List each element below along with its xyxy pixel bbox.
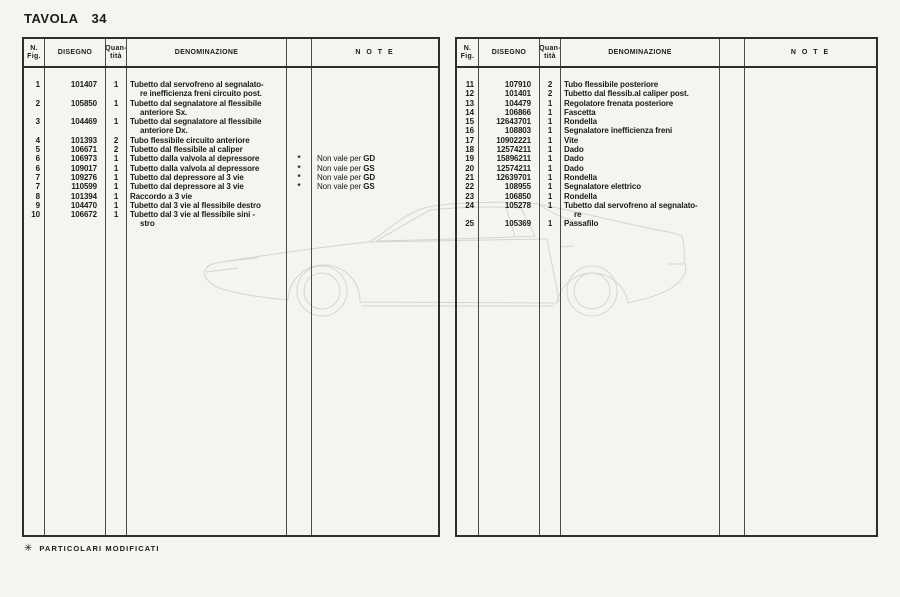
table-row xyxy=(24,117,438,136)
quantity-cell: 2 xyxy=(106,136,127,145)
note-cell xyxy=(312,145,438,154)
header-qty-line1: Quan- xyxy=(539,44,561,52)
denominazione-line: Vite xyxy=(564,135,579,145)
table-row xyxy=(457,145,876,154)
fig-number-cell: 3 xyxy=(24,117,45,136)
denominazione-line: Rondella xyxy=(564,117,597,127)
header-note: N O T E xyxy=(790,48,831,56)
disegno-number-cell: 12643701 xyxy=(479,117,540,126)
denominazione-line: Tubetto dal 3 vie al flessibile destro xyxy=(130,200,261,210)
quantity-cell: 1 xyxy=(540,126,561,135)
fig-number-cell: 19 xyxy=(457,154,479,163)
denominazione-line: Tubetto dal flessib.al caliper post. xyxy=(564,89,689,99)
note-cell xyxy=(745,201,876,220)
note-cell xyxy=(745,117,876,126)
footnote-text: PARTICOLARI MODIFICATI xyxy=(39,544,160,553)
denominazione-line: Dado xyxy=(564,145,584,155)
empty-cell xyxy=(312,229,438,535)
note-cell xyxy=(312,182,438,191)
table-filler-row xyxy=(24,229,438,535)
footnote xyxy=(24,543,160,554)
disegno-number-cell: 101407 xyxy=(45,68,106,99)
note-asterisk-cell: * xyxy=(287,173,312,182)
table-row xyxy=(457,219,876,228)
header-qty-line2: tità xyxy=(544,52,556,60)
fig-number-cell: 10 xyxy=(24,210,45,229)
header-qty xyxy=(540,39,561,66)
table-row xyxy=(457,126,876,135)
denominazione-line: Tubo flessibile circuito anteriore xyxy=(130,135,250,145)
quantity-cell: 1 xyxy=(540,145,561,154)
denominazione-cell xyxy=(127,192,287,201)
note-cell xyxy=(312,154,438,163)
denominazione-cell xyxy=(561,154,720,163)
table-row xyxy=(24,154,438,163)
note-cell xyxy=(745,68,876,89)
fig-number-cell: 13 xyxy=(457,99,479,108)
empty-cell xyxy=(287,229,312,535)
note-asterisk-cell: * xyxy=(287,154,312,163)
quantity-cell: 1 xyxy=(106,117,127,136)
fig-number-cell: 17 xyxy=(457,136,479,145)
note-model-code: GD xyxy=(363,154,376,164)
header-qty-line2: tità xyxy=(110,52,122,60)
note-asterisk-cell xyxy=(287,68,312,99)
empty-cell xyxy=(745,229,876,535)
denominazione-cell xyxy=(127,117,287,136)
header-qty xyxy=(106,39,127,66)
disegno-number-cell: 10902221 xyxy=(479,136,540,145)
quantity-cell: 1 xyxy=(106,192,127,201)
table-row xyxy=(457,192,876,201)
note-asterisk-cell xyxy=(720,89,745,98)
note-cell xyxy=(745,164,876,173)
denominazione-cell xyxy=(561,89,720,98)
quantity-cell: 1 xyxy=(540,164,561,173)
header-fig-line2: Fig. xyxy=(27,52,41,60)
denominazione-cell xyxy=(561,145,720,154)
denominazione-line: Segnalatore inefficienza freni xyxy=(564,126,673,136)
denominazione-cell xyxy=(127,164,287,173)
fig-number-cell: 9 xyxy=(24,201,45,210)
denominazione-line: Passafilo xyxy=(564,219,599,229)
note-asterisk-cell xyxy=(287,136,312,145)
header-disegno: DISEGNO xyxy=(479,39,540,66)
note-asterisk-cell xyxy=(720,192,745,201)
fig-number-cell: 22 xyxy=(457,182,479,191)
note-cell xyxy=(312,99,438,118)
note-cell xyxy=(745,192,876,201)
disegno-number-cell: 105850 xyxy=(45,99,106,118)
denominazione-cell xyxy=(561,68,720,89)
note-cell xyxy=(745,108,876,117)
disegno-number-cell: 107910 xyxy=(479,68,540,89)
table-row xyxy=(24,182,438,191)
header-fig xyxy=(24,39,45,66)
disegno-number-cell: 108803 xyxy=(479,126,540,135)
note-cell xyxy=(745,136,876,145)
table-row xyxy=(24,173,438,182)
title-number: 34 xyxy=(91,11,107,26)
disegno-number-cell: 109017 xyxy=(45,164,106,173)
table-row xyxy=(24,164,438,173)
empty-cell xyxy=(457,229,479,535)
disegno-number-cell: 110599 xyxy=(45,182,106,191)
disegno-number-cell: 12574211 xyxy=(479,145,540,154)
table-filler-row xyxy=(457,229,876,535)
quantity-cell: 1 xyxy=(106,201,127,210)
empty-cell xyxy=(561,229,720,535)
denominazione-cell xyxy=(127,68,287,99)
denominazione-line: Tubo flessibile posteriore xyxy=(564,80,659,89)
asterisk-icon: ✳ xyxy=(24,543,33,554)
note-cell xyxy=(745,145,876,154)
header-fig xyxy=(457,39,479,66)
fig-number-cell: 4 xyxy=(24,136,45,145)
note-cell xyxy=(312,117,438,136)
empty-cell xyxy=(720,229,745,535)
table-row xyxy=(457,164,876,173)
header-fig-line1: N. xyxy=(30,44,38,52)
denominazione-line: Rondella xyxy=(564,172,597,182)
note-cell xyxy=(312,164,438,173)
quantity-cell: 1 xyxy=(540,136,561,145)
note-cell xyxy=(745,99,876,108)
denominazione-line: re xyxy=(574,210,582,220)
note-asterisk-cell xyxy=(720,201,745,220)
table-row xyxy=(24,210,438,229)
denominazione-line: anteriore Sx. xyxy=(140,107,188,117)
empty-cell xyxy=(24,229,45,535)
note-asterisk-cell xyxy=(720,68,745,89)
disegno-number-cell: 106672 xyxy=(45,210,106,229)
table-row xyxy=(24,99,438,118)
disegno-number-cell: 15896211 xyxy=(479,154,540,163)
note-asterisk-cell xyxy=(720,154,745,163)
fig-number-cell: 25 xyxy=(457,219,479,228)
table-body-left xyxy=(24,68,438,535)
table-row xyxy=(457,89,876,98)
disegno-number-cell: 101393 xyxy=(45,136,106,145)
fig-number-cell: 6 xyxy=(24,154,45,163)
note-asterisk-cell xyxy=(287,99,312,118)
denominazione-cell xyxy=(561,136,720,145)
quantity-cell: 1 xyxy=(540,154,561,163)
note-asterisk-cell xyxy=(720,164,745,173)
disegno-number-cell: 109276 xyxy=(45,173,106,182)
denominazione-cell xyxy=(561,182,720,191)
disegno-number-cell: 12574211 xyxy=(479,164,540,173)
note-asterisk-cell xyxy=(287,210,312,229)
denominazione-line: Dado xyxy=(564,154,584,164)
header-star-column xyxy=(287,39,312,66)
quantity-cell: 1 xyxy=(540,117,561,126)
disegno-number-cell: 106973 xyxy=(45,154,106,163)
note-cell xyxy=(745,173,876,182)
quantity-cell: 2 xyxy=(540,89,561,98)
note-asterisk-cell xyxy=(720,136,745,145)
table-body-right xyxy=(457,68,876,535)
table-row xyxy=(24,68,438,99)
fig-number-cell: 5 xyxy=(24,145,45,154)
table-row xyxy=(457,108,876,117)
denominazione-cell xyxy=(127,145,287,154)
note-asterisk-cell xyxy=(720,145,745,154)
denominazione-cell xyxy=(127,173,287,182)
note-cell xyxy=(312,192,438,201)
note-cell xyxy=(745,126,876,135)
fig-number-cell: 21 xyxy=(457,173,479,182)
note-model-code: GD xyxy=(363,172,376,182)
table-header xyxy=(24,39,438,68)
header-star-column xyxy=(720,39,745,66)
table-row xyxy=(457,182,876,191)
quantity-cell: 1 xyxy=(106,154,127,163)
denominazione-line: Tubetto dal servofreno al segnalato- xyxy=(130,80,264,89)
denominazione-line: Tubetto dal segnalatore al flessibile xyxy=(130,98,262,108)
denominazione-line: Regolatore frenata posteriore xyxy=(564,98,674,108)
quantity-cell: 1 xyxy=(106,99,127,118)
disegno-number-cell: 106671 xyxy=(45,145,106,154)
header-fig-line2: Fig. xyxy=(460,52,475,60)
denominazione-cell xyxy=(561,108,720,117)
denominazione-cell xyxy=(127,210,287,229)
table-row xyxy=(457,173,876,182)
fig-number-cell: 23 xyxy=(457,192,479,201)
table-row xyxy=(24,192,438,201)
disegno-number-cell: 105369 xyxy=(479,219,540,228)
quantity-cell: 1 xyxy=(106,68,127,99)
denominazione-cell xyxy=(561,164,720,173)
fig-number-cell: 18 xyxy=(457,145,479,154)
denominazione-line: Dado xyxy=(564,163,584,173)
disegno-number-cell: 104470 xyxy=(45,201,106,210)
note-asterisk-cell xyxy=(720,219,745,228)
note-asterisk-cell xyxy=(287,201,312,210)
denominazione-line: Tubetto dal flessibile al caliper xyxy=(130,145,243,155)
fig-number-cell: 7 xyxy=(24,182,45,191)
table-row xyxy=(457,136,876,145)
denominazione-line: Tubetto dalla valvola al depressore xyxy=(130,163,260,173)
quantity-cell: 1 xyxy=(540,173,561,182)
denominazione-cell xyxy=(127,136,287,145)
header-denominazione: DENOMINAZIONE xyxy=(561,39,720,66)
note-asterisk-cell xyxy=(287,117,312,136)
note-cell xyxy=(312,68,438,99)
denominazione-line: Tubetto dal segnalatore al flessibile xyxy=(130,117,262,127)
denominazione-cell xyxy=(561,192,720,201)
fig-number-cell: 14 xyxy=(457,108,479,117)
note-cell xyxy=(312,173,438,182)
denominazione-line: stro xyxy=(140,219,155,229)
note-asterisk-cell xyxy=(720,182,745,191)
table-row xyxy=(457,99,876,108)
note-asterisk-cell xyxy=(720,108,745,117)
denominazione-line: anteriore Dx. xyxy=(140,126,188,136)
table-row xyxy=(457,201,876,220)
note-cell xyxy=(745,89,876,98)
denominazione-cell xyxy=(561,99,720,108)
note-text: Non vale per xyxy=(317,154,364,164)
table-row xyxy=(457,117,876,126)
header-denominazione: DENOMINAZIONE xyxy=(127,39,287,66)
denominazione-line: Tubetto dal depressore al 3 vie xyxy=(130,172,244,182)
note-asterisk-cell xyxy=(720,117,745,126)
empty-cell xyxy=(540,229,561,535)
quantity-cell: 1 xyxy=(540,108,561,117)
empty-cell xyxy=(45,229,106,535)
empty-cell xyxy=(127,229,287,535)
denominazione-line: Tubetto dal 3 vie al flessibile sini - xyxy=(130,210,255,220)
quantity-cell: 2 xyxy=(106,145,127,154)
note-asterisk-cell xyxy=(287,192,312,201)
fig-number-cell: 16 xyxy=(457,126,479,135)
disegno-number-cell: 101394 xyxy=(45,192,106,201)
note-text: Non vale per xyxy=(317,182,364,192)
note-cell xyxy=(312,210,438,229)
denominazione-line: Fascetta xyxy=(564,107,596,117)
disegno-number-cell: 106866 xyxy=(479,108,540,117)
denominazione-cell xyxy=(127,154,287,163)
denominazione-cell xyxy=(561,219,720,228)
fig-number-cell: 1 xyxy=(24,68,45,99)
empty-cell xyxy=(106,229,127,535)
quantity-cell: 1 xyxy=(106,210,127,229)
denominazione-cell xyxy=(561,117,720,126)
fig-number-cell: 7 xyxy=(24,173,45,182)
quantity-cell: 1 xyxy=(540,201,561,220)
disegno-number-cell: 104469 xyxy=(45,117,106,136)
denominazione-cell xyxy=(561,201,720,220)
note-asterisk-cell xyxy=(720,173,745,182)
denominazione-cell xyxy=(127,182,287,191)
denominazione-cell xyxy=(127,99,287,118)
note-cell xyxy=(745,219,876,228)
denominazione-line: Rondella xyxy=(564,191,597,201)
quantity-cell: 1 xyxy=(540,219,561,228)
header-qty-line1: Quan- xyxy=(105,44,127,52)
quantity-cell: 1 xyxy=(540,192,561,201)
table-row xyxy=(24,136,438,145)
note-asterisk-cell xyxy=(720,99,745,108)
note-cell xyxy=(745,182,876,191)
table-row xyxy=(24,201,438,210)
quantity-cell: 1 xyxy=(106,182,127,191)
table-row xyxy=(457,154,876,163)
denominazione-line: re inefficienza freni circuito post. xyxy=(140,89,262,99)
table-row xyxy=(457,68,876,89)
table-header xyxy=(457,39,876,68)
parts-table-left xyxy=(22,37,440,537)
parts-table-right xyxy=(455,37,878,537)
denominazione-line: Tubetto dalla valvola al depressore xyxy=(130,154,260,164)
disegno-number-cell: 12639701 xyxy=(479,173,540,182)
denominazione-cell xyxy=(561,173,720,182)
empty-cell xyxy=(479,229,540,535)
table-row xyxy=(24,145,438,154)
fig-number-cell: 2 xyxy=(24,99,45,118)
note-cell xyxy=(312,201,438,210)
title-word: TAVOLA xyxy=(24,11,79,26)
denominazione-line: Raccordo a 3 vie xyxy=(130,191,192,201)
note-model-code: GS xyxy=(363,182,375,192)
header-note: N O T E xyxy=(355,48,395,56)
denominazione-line: Tubetto dal depressore al 3 vie xyxy=(130,182,244,192)
quantity-cell: 1 xyxy=(106,164,127,173)
quantity-cell: 1 xyxy=(106,173,127,182)
disegno-number-cell: 101401 xyxy=(479,89,540,98)
quantity-cell: 1 xyxy=(540,99,561,108)
denominazione-cell xyxy=(127,201,287,210)
fig-number-cell: 6 xyxy=(24,164,45,173)
denominazione-cell xyxy=(561,126,720,135)
disegno-number-cell: 105278 xyxy=(479,201,540,220)
fig-number-cell: 8 xyxy=(24,192,45,201)
quantity-cell: 1 xyxy=(540,182,561,191)
fig-number-cell: 20 xyxy=(457,164,479,173)
note-asterisk-cell xyxy=(720,126,745,135)
note-text: Non vale per xyxy=(317,172,364,182)
header-fig-line1: N. xyxy=(463,44,472,52)
fig-number-cell: 11 xyxy=(457,68,479,89)
disegno-number-cell: 106850 xyxy=(479,192,540,201)
note-cell xyxy=(745,154,876,163)
note-asterisk-cell xyxy=(287,145,312,154)
quantity-cell: 2 xyxy=(540,68,561,89)
fig-number-cell: 15 xyxy=(457,117,479,126)
fig-number-cell: 12 xyxy=(457,89,479,98)
fig-number-cell: 24 xyxy=(457,201,479,220)
note-cell xyxy=(312,136,438,145)
denominazione-line: Tubetto dal servofreno al segnalato- xyxy=(564,200,698,210)
note-text: Non vale per xyxy=(317,163,364,173)
note-asterisk-cell: * xyxy=(287,164,312,173)
header-disegno: DISEGNO xyxy=(45,39,106,66)
note-asterisk-cell: * xyxy=(287,182,312,191)
disegno-number-cell: 108955 xyxy=(479,182,540,191)
disegno-number-cell: 104479 xyxy=(479,99,540,108)
denominazione-line: Segnalatore elettrico xyxy=(564,182,642,192)
note-model-code: GS xyxy=(363,163,375,173)
